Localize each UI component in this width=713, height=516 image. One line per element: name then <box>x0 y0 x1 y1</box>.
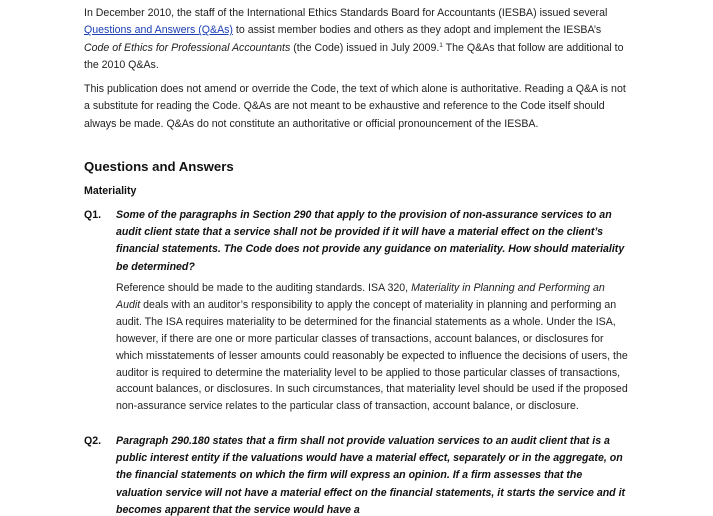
answer-1-start: Reference should be made to the auditing standards. ISA 320, <box>116 282 412 294</box>
footnote-marker[interactable]: 1 <box>439 41 443 49</box>
intro-text-start: In December 2010, the staff of the International Ethics Standards Board for Accountants (IESBA) issued several <box>84 7 608 19</box>
section-subheading: Materiality <box>84 185 137 197</box>
qas-link[interactable]: Questions and Answers (Q&As) <box>84 24 233 37</box>
intro-text-end: The Q&As that follow are additional to the 2010 Q&As. <box>84 41 624 71</box>
question-1-text: Some of the paragraphs in Section 290 that apply to the provision of non-assurance services to an audit client state that a service shall not be provided if it will have a material effect on the client’s financial statements. The Code does not provide any guidance on materiality. How should materiality be determined? <box>116 209 625 273</box>
intro-text-after: (the Code) issued in July 2009. <box>290 41 440 54</box>
answer-1-rest: deals with an auditor’s responsibility to apply the concept of materiality in planning and performing an audit. The ISA requires materiality to be determined for the financial statements as a whole. Under the ISA, however, if there are one or more particular classes of transactions, account balances, or disclosures for which misstatements of lesser amounts could reasonably be expected to influence the decisions of users, the auditor is required to determine the materiality level to be applied to those particular classes of transactions, account balances, or disclosures. In such circumstances, that materiality level should be used if the proposed non-assurance service relates to the particular class of transaction, account balance, or disclosure. <box>116 298 628 413</box>
isa-title: Materiality in Planning and Performing an Audit <box>116 282 605 311</box>
question-2-number: Q2. <box>84 435 102 447</box>
question-1-number: Q1. <box>84 209 102 221</box>
intro-text-mid: to assist member bodies and others as they adopt and implement the IESBA’s <box>232 24 602 37</box>
code-title: Code of Ethics for Professional Accountants <box>84 41 291 54</box>
intro-paragraph-1 <box>84 5 629 74</box>
section-heading: Questions and Answers <box>84 159 234 174</box>
answer-1-text <box>116 280 631 415</box>
intro-paragraph-2: This publication does not amend or override the Code, the text of which alone is authoritative. Reading a Q&A is not a substitute for reading the Code. Q&As are not meant to be exhaustive and reference to the Code itself should always be made. Q&As do not constitute an authoritative or official pronouncement of the IESBA. <box>84 83 626 130</box>
question-2-text: Paragraph 290.180 states that a firm shall not provide valuation services to an audit client that is a public interest entity if the valuations would have a material effect, separately or in the aggregate, on the financial statements on which the firm will express an opinion. If a firm assesses that the valuation service will not have a material effect on the financial statements, it starts the service and it becomes apparent that the service would have a <box>116 435 626 516</box>
